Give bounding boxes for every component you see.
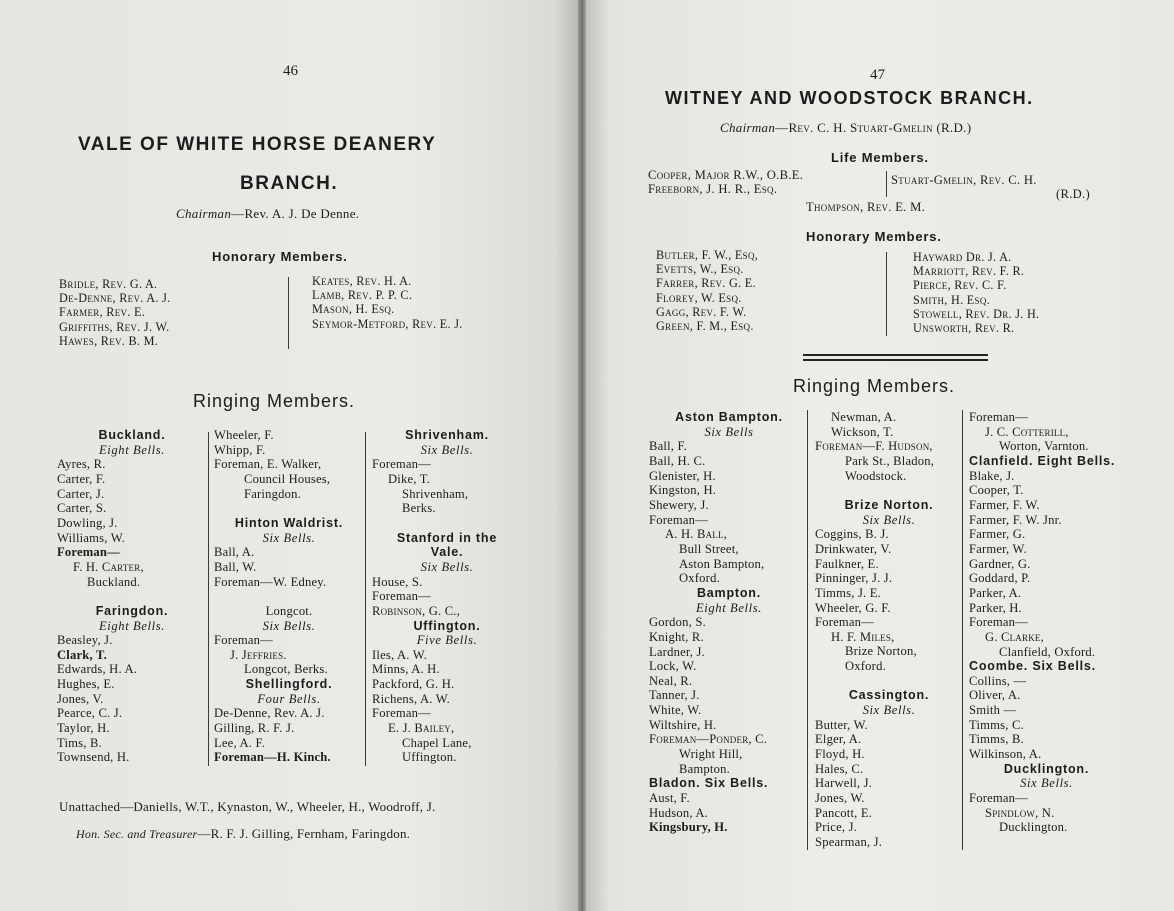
ringing-entry: Lee, A. F. [214, 735, 266, 750]
ringing-entry: Bull Street, [679, 541, 739, 556]
ringing-entry: Gilling, R. F. J. [214, 721, 295, 736]
ringing-entry: Ayres, R. [57, 457, 106, 472]
ringing-entry: Drinkwater, V. [815, 541, 892, 556]
life-list-col2 [891, 173, 1106, 201]
ringing-entry: Timms, C. [969, 717, 1024, 732]
branch-title: WITNEY AND WOODSTOCK BRANCH. [665, 88, 1034, 108]
honorary-member: Butler, F. W., Esq, [656, 248, 759, 262]
ringing-entry: Hudson, A. [649, 805, 709, 820]
ringing-entry: Faringdon. [244, 486, 301, 501]
ringing-entry: Foreman— [969, 410, 1028, 424]
column-divider [208, 432, 209, 766]
ringing-entry: White, W. [649, 703, 702, 718]
ringing-entry: Shrivenham, [402, 486, 469, 501]
ringing-entry: Coombe. Six Bells. [969, 659, 1096, 674]
hon-sec-line [76, 826, 410, 842]
ringing-entry: Aston Bampton, [679, 556, 765, 571]
ringing-entry: Foreman—W. Edney. [214, 574, 327, 589]
ringing-entry: Faringdon. [95, 603, 169, 618]
life-member: Freeborn, J. H. R., Esq. [648, 182, 778, 197]
chairman-name: —Rev. C. H. Stuart-Gmelin (R.D.) [775, 120, 972, 135]
ringing-entry: Edwards, H. A. [57, 662, 138, 677]
life-member: (R.D.) [1056, 187, 1090, 202]
ringing-entry: Knight, R. [649, 629, 704, 644]
ringing-entry: Brize Norton. [844, 497, 934, 512]
chairman-name: —Rev. A. J. De Denne. [231, 206, 360, 221]
ringing-entry: Shrivenham. [405, 428, 489, 442]
ringing-entry: Foreman— [57, 545, 120, 560]
page-number: 46 [283, 63, 298, 79]
ringing-entry: Foreman, E. Walker, [214, 457, 322, 472]
ringing-entry: Vale. [430, 545, 464, 560]
honorary-member: Seymor-Metford, Rev. E. J. [312, 316, 463, 331]
honorary-member: Florey, W. Esq. [656, 290, 742, 305]
ringing-entry: Cassington. [848, 688, 930, 703]
ringing-heading: Ringing Members. [193, 391, 356, 411]
honorary-member: Lamb, Rev. P. P. C. [312, 288, 413, 303]
honorary-member: Unsworth, Rev. R. [913, 321, 1015, 336]
double-rule [803, 359, 988, 361]
column-divider [807, 410, 808, 850]
ringing-entry: Bampton. [696, 585, 762, 600]
chairman-label: Chairman [720, 120, 776, 135]
ringing-entry: Wilkinson, A. [969, 747, 1042, 762]
ringing-entry: Uffington. [413, 618, 481, 633]
chairman-line [720, 120, 971, 136]
honorary-member: Gagg, Rev. F. W. [656, 304, 747, 319]
ringing-entry: Shellingford. [245, 677, 333, 692]
ringing-entry: Ducklington. [999, 820, 1068, 835]
ringing-entry: Newman, A. [831, 410, 897, 424]
ringing-entry [815, 483, 963, 498]
life-list-col1 [648, 168, 803, 196]
ringing-entry: Foreman—H. Kinch. [214, 750, 331, 765]
ringing-entry: Parker, A. [969, 585, 1022, 600]
ringing-entry: Dowling, J. [57, 515, 118, 530]
honorary-member: Marriott, Rev. F. R. [913, 264, 1025, 279]
honorary-member: Keates, Rev. H. A. [312, 274, 412, 288]
branch-title-line1: VALE OF WHITE HORSE DEANERY [78, 134, 437, 155]
ringing-entry: Foreman— [969, 615, 1028, 630]
ringing-entry: Five Bells. [416, 633, 478, 648]
ringing-col2 [214, 428, 364, 765]
left-page [0, 0, 578, 911]
honorary-member: Bridle, Rev. G. A. [59, 277, 158, 291]
honorary-heading: Honorary Members. [212, 249, 348, 264]
ringing-entry: Smith — [969, 703, 1017, 718]
honorary-member: Stowell, Rev. Dr. J. H. [913, 306, 1040, 321]
ringing-entry: Oxford. [679, 571, 720, 586]
ringing-entry: Timms, B. [969, 732, 1024, 747]
ringing-entry: Six Bells. [420, 559, 474, 574]
honorary-member: Pierce, Rev. C. F. [913, 278, 1007, 293]
ringing-entry: Chapel Lane, [402, 735, 472, 750]
ringing-entry: Wickson, T. [831, 424, 894, 439]
column-divider [886, 171, 887, 197]
ringing-entry: Wiltshire, H. [649, 717, 717, 732]
ringing-entry [214, 501, 364, 516]
unattached-line: Unattached—Daniells, W.T., Kynaston, W., Wheeler, H., Woodroff, J. [59, 799, 436, 814]
ringing-entry: Brize Norton, [845, 644, 917, 659]
ringing-entry: Lock, W. [649, 659, 697, 674]
ringing-entry: Lardner, J. [649, 644, 705, 659]
ringing-entry: Jones, W. [815, 791, 865, 806]
ringing-col3 [969, 410, 1124, 835]
ringing-entry: Six Bells. [420, 442, 474, 457]
honorary-heading: Honorary Members. [806, 229, 942, 244]
honorary-member: Mason, H. Esq. [312, 302, 395, 317]
ringing-entry: Foreman—Ponder, C. [649, 732, 768, 747]
honorary-member: Farrer, Rev. G. E. [656, 276, 756, 291]
column-divider [886, 252, 887, 336]
ringing-entry: House, S. [372, 574, 423, 589]
ringing-entry: Oxford. [845, 659, 886, 674]
ringing-entry: Clanfield, Oxford. [999, 644, 1096, 659]
ringing-entry: Hughes, E. [57, 677, 115, 692]
life-heading: Life Members. [831, 150, 929, 165]
ringing-entry: Packford, G. H. [372, 677, 455, 692]
ringing-entry: Oliver, A. [969, 688, 1021, 703]
ringing-entry: Foreman— [969, 791, 1028, 806]
ringing-entry: Taylor, H. [57, 721, 110, 736]
ringing-entry: Spearman, J. [815, 835, 883, 849]
chairman-line [176, 206, 359, 222]
ringing-entry: Six Bells. [862, 512, 916, 527]
ringing-entry: Coggins, B. J. [815, 527, 889, 542]
ringing-entry: Eight Bells. [99, 618, 165, 633]
ringing-entry: A. H. Ball, [665, 527, 728, 542]
honorary-list-col1 [656, 248, 758, 333]
ringing-entry: Buckland. [87, 574, 141, 589]
ringing-entry: Ball, F. [649, 439, 688, 454]
ringing-entry: Foreman— [372, 706, 431, 721]
ringing-entry: Wright Hill, [679, 747, 743, 762]
ringing-col3 [372, 428, 522, 765]
book-gutter [578, 0, 586, 911]
ringing-entry: Jones, V. [57, 691, 104, 706]
ringing-entry: Kingston, H. [649, 483, 717, 498]
ringing-entry: Pearce, C. J. [57, 706, 123, 721]
ringing-entry: Harwell, J. [815, 776, 873, 791]
ringing-entry: Tims, B. [57, 735, 102, 750]
ringing-entry: Townsend, H. [57, 750, 130, 765]
ringing-entry: Ball, H. C. [649, 453, 706, 468]
ringing-entry: Council Houses, [244, 471, 331, 486]
ringing-entry: Price, J. [815, 820, 858, 835]
ringing-entry: Collins, — [969, 673, 1027, 688]
ringing-entry: Berks. [402, 501, 436, 516]
ringing-entry: Six Bells. [262, 530, 316, 545]
column-divider [962, 410, 963, 850]
ringing-entry: Gordon, S. [649, 615, 706, 630]
ringing-entry: Spindlow, N. [985, 805, 1055, 820]
ringing-entry: Eight Bells. [99, 442, 165, 457]
branch-title-line2: BRANCH. [240, 173, 339, 194]
ringing-entry: Parker, H. [969, 600, 1022, 615]
ringing-entry: Farmer, F. W. Jnr. [969, 512, 1062, 527]
honorary-member: Green, F. M., Esq. [656, 319, 754, 334]
ringing-entry: Blake, J. [969, 468, 1015, 483]
honorary-member: Hawes, Rev. B. M. [59, 333, 159, 348]
ringing-entry: Goddard, P. [969, 571, 1031, 586]
ringing-entry: Foreman— [815, 615, 874, 630]
ringing-entry: Wheeler, F. [214, 428, 274, 442]
ringing-entry: E. J. Bailey, [388, 721, 455, 736]
ringing-entry: G. Clarke, [985, 629, 1044, 644]
honorary-list-col2 [913, 250, 1039, 335]
ringing-entry: Hinton Waldrist. [234, 515, 344, 530]
ringing-entry: Wheeler, G. F. [815, 600, 891, 615]
double-rule [803, 354, 988, 356]
ringing-entry: De-Denne, Rev. A. J. [214, 706, 325, 721]
honorary-member: Farmer, Rev. E. [59, 305, 146, 320]
ringing-entry: J. C. Cotterill, [985, 424, 1069, 439]
ringing-entry [214, 589, 364, 604]
ringing-entry [372, 516, 522, 531]
ringing-entry: Neal, R. [649, 673, 693, 688]
ringing-entry: Carter, F. [57, 471, 106, 486]
ringing-entry: Farmer, F. W. [969, 497, 1040, 512]
ringing-entry: Foreman— [214, 633, 273, 648]
ringing-entry: Butter, W. [815, 717, 868, 732]
ringing-entry: Carter, J. [57, 486, 105, 501]
ringing-entry: Glenister, H. [649, 468, 716, 483]
ringing-entry: Timms, J. E. [815, 585, 881, 600]
ringing-entry: Clanfield. Eight Bells. [969, 453, 1116, 468]
ringing-entry: Beasley, J. [57, 633, 113, 648]
ringing-entry: Farmer, W. [969, 541, 1027, 556]
ringing-entry: Tanner, J. [649, 688, 700, 703]
ringing-entry: Elger, A. [815, 732, 862, 747]
ringing-col1 [649, 410, 809, 835]
ringing-entry: Richens, A. W. [372, 691, 451, 706]
ringing-entry: Woodstock. [845, 468, 907, 483]
honorary-member: Smith, H. Esq. [913, 292, 990, 307]
life-member-center: Thompson, Rev. E. M. [806, 200, 926, 214]
ringing-entry: Minns, A. H. [372, 662, 440, 677]
ringing-entry: Clark, T. [57, 647, 107, 662]
ringing-entry [57, 589, 207, 604]
ringing-entry: Carter, S. [57, 501, 107, 516]
ringing-col1 [57, 428, 207, 765]
life-member: Stuart-Gmelin, Rev. C. H. [891, 173, 1037, 187]
hon-sec-name: —R. F. J. Gilling, Fernham, Faringdon. [197, 826, 411, 841]
ringing-entry: Dike, T. [388, 471, 431, 486]
column-divider [365, 432, 366, 766]
honorary-list-col2 [312, 274, 463, 331]
ringing-entry: Eight Bells. [696, 600, 762, 615]
ringing-entry: Bampton. [679, 761, 730, 776]
column-divider [288, 277, 289, 349]
ringing-entry: Pinninger, J. J. [815, 571, 893, 586]
ringing-entry: Gardner, G. [969, 556, 1031, 571]
ringing-entry: Six Bells [704, 424, 754, 439]
ringing-entry: Williams, W. [57, 530, 126, 545]
honorary-member: Evetts, W., Esq. [656, 262, 744, 277]
ringing-entry: Foreman— [649, 512, 708, 527]
ringing-entry: Robinson, G. C., [372, 603, 460, 618]
ringing-entry: Iles, A. W. [372, 647, 428, 662]
honorary-member: Hayward Dr. J. A. [913, 250, 1012, 264]
ringing-entry [815, 674, 963, 689]
ringing-entry: Hales, C. [815, 761, 864, 776]
ringing-entry: Worton, Varnton. [999, 439, 1089, 454]
ringing-entry: Stanford in the [396, 530, 498, 545]
ringing-entry: F. H. Carter, [73, 559, 144, 574]
ringing-heading: Ringing Members. [793, 376, 956, 396]
ringing-entry: Four Bells. [257, 691, 321, 706]
ringing-entry: J. Jeffries. [230, 647, 287, 662]
ringing-entry: Whipp, F. [214, 442, 266, 457]
ringing-entry: Park St., Bladon, [845, 453, 935, 468]
hon-sec-label: Hon. Sec. and Treasurer [76, 827, 198, 841]
ringing-entry: Longcot, Berks. [244, 662, 328, 677]
ringing-entry: Bladon. Six Bells. [649, 776, 769, 791]
ringing-entry: Aust, F. [649, 791, 690, 806]
ringing-entry: Cooper, T. [969, 483, 1024, 498]
ringing-entry: Buckland. [98, 428, 166, 442]
ringing-entry: Pancott, E. [815, 805, 873, 820]
ringing-entry: Floyd, H. [815, 747, 865, 762]
right-page [586, 0, 1174, 911]
ringing-entry: Uffington. [402, 750, 457, 765]
honorary-list-col1 [59, 277, 170, 348]
ringing-entry: Ducklington. [1003, 761, 1090, 776]
ringing-entry: Kingsbury, H. [649, 820, 728, 835]
ringing-entry: H. F. Miles, [831, 629, 895, 644]
life-member: Cooper, Major R.W., O.B.E. [648, 168, 804, 182]
ringing-entry: Aston Bampton. [675, 410, 783, 424]
ringing-entry: Ball, W. [214, 559, 257, 574]
ringing-entry: Six Bells. [1020, 776, 1073, 791]
ringing-entry: Farmer, G. [969, 527, 1026, 542]
ringing-entry: Six Bells. [262, 618, 316, 633]
ringing-entry: Foreman— [372, 589, 431, 604]
ringing-col2 [815, 410, 963, 850]
ringing-entry: Six Bells. [862, 703, 916, 718]
honorary-member: Griffiths, Rev. J. W. [59, 319, 170, 334]
ringing-entry: Foreman— [372, 457, 431, 472]
ringing-entry: Foreman—F. Hudson, [815, 439, 933, 454]
ringing-entry: Shewery, J. [649, 497, 709, 512]
ringing-entry: Faulkner, E. [815, 556, 879, 571]
ringing-entry: Longcot. [265, 603, 313, 618]
honorary-member: De-Denne, Rev. A. J. [59, 291, 171, 306]
ringing-entry: Ball, A. [214, 545, 255, 560]
page-number: 47 [870, 67, 885, 83]
chairman-label: Chairman [176, 206, 232, 221]
